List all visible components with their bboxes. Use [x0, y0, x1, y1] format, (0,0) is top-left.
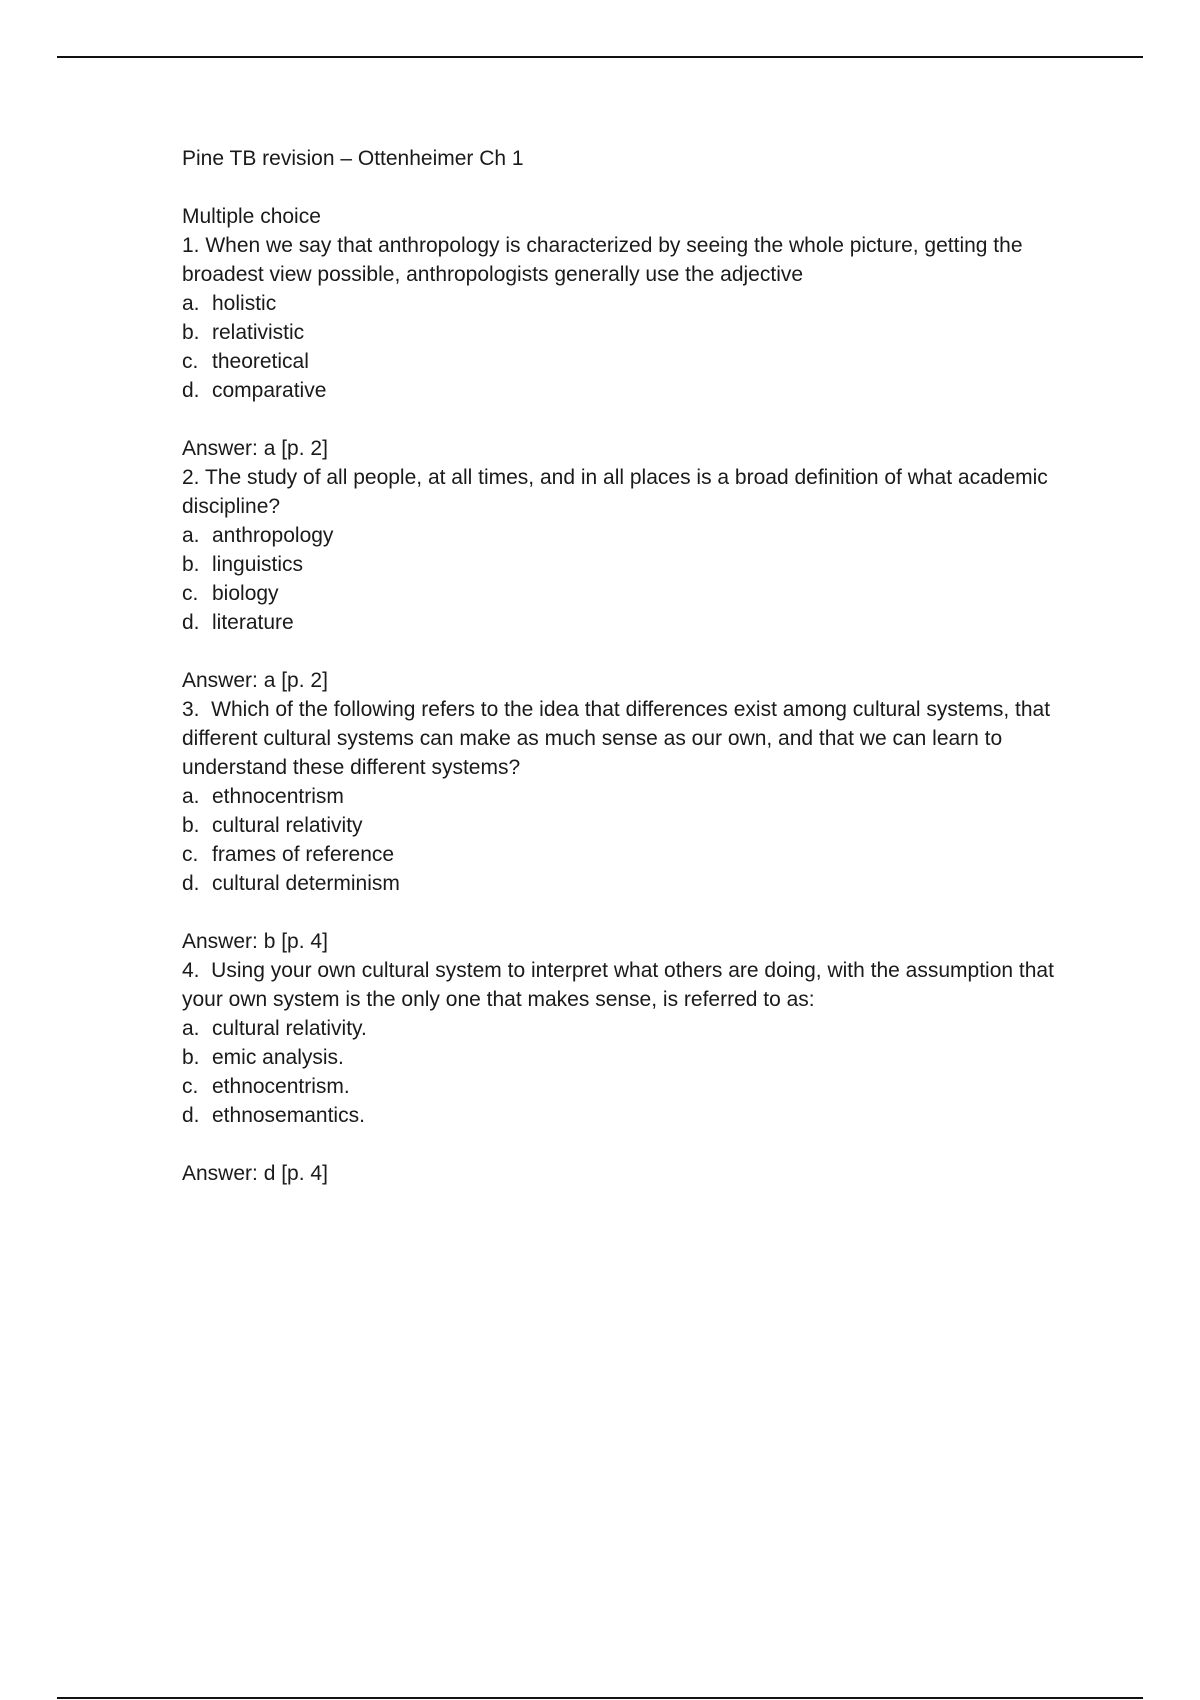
- option-text: cultural relativity.: [212, 1017, 367, 1040]
- option-text: frames of reference: [212, 843, 395, 866]
- option-list: [182, 782, 1062, 898]
- option-item: [182, 550, 1062, 579]
- option-item: [182, 521, 1062, 550]
- option-item: [182, 608, 1062, 637]
- option-letter: d.: [182, 872, 200, 895]
- answer-line: Answer: a [p. 2]: [182, 669, 328, 692]
- question-text: 2. The study of all people, at all times, and in all places is a broad definition of what academic discipline?: [182, 466, 1054, 518]
- option-item: [182, 1043, 1062, 1072]
- option-item: [182, 811, 1062, 840]
- question-3: [182, 695, 1062, 956]
- option-letter: d.: [182, 379, 200, 402]
- option-item: [182, 1072, 1062, 1101]
- option-letter: c.: [182, 350, 199, 373]
- question-1: [182, 231, 1062, 463]
- option-item: [182, 1014, 1062, 1043]
- option-list: [182, 1014, 1062, 1130]
- answer-line: Answer: b [p. 4]: [182, 930, 328, 953]
- document-body: [182, 144, 1062, 1217]
- question-2: [182, 463, 1062, 695]
- option-letter: b.: [182, 814, 200, 837]
- answer-line: Answer: d [p. 4]: [182, 1162, 328, 1185]
- option-letter: c.: [182, 843, 199, 866]
- option-letter: b.: [182, 1046, 200, 1069]
- option-text: comparative: [212, 379, 327, 402]
- option-text: linguistics: [212, 553, 304, 576]
- option-text: anthropology: [212, 524, 334, 547]
- question-text: 1. When we say that anthropology is characterized by seeing the whole picture, getting the broadest view possible, anthropologists generally use the adjective: [182, 234, 1029, 286]
- option-item: [182, 782, 1062, 811]
- option-text: theoretical: [212, 350, 309, 373]
- option-letter: a.: [182, 524, 200, 547]
- option-letter: d.: [182, 1104, 200, 1127]
- question-text: 4. Using your own cultural system to interpret what others are doing, with the assumption that your own system is the only one that makes sense, is referred to as:: [182, 959, 1060, 1011]
- option-text: ethnocentrism: [212, 785, 344, 808]
- option-text: biology: [212, 582, 279, 605]
- option-letter: a.: [182, 1017, 200, 1040]
- answer-line: Answer: a [p. 2]: [182, 437, 328, 460]
- option-text: emic analysis.: [212, 1046, 344, 1069]
- option-text: cultural determinism: [212, 872, 400, 895]
- option-letter: a.: [182, 292, 200, 315]
- document-title: Pine TB revision – Ottenheimer Ch 1: [182, 147, 524, 170]
- option-text: ethnosemantics.: [212, 1104, 365, 1127]
- option-letter: c.: [182, 582, 199, 605]
- option-item: [182, 376, 1062, 405]
- option-list: [182, 521, 1062, 637]
- option-letter: c.: [182, 1075, 199, 1098]
- option-letter: b.: [182, 553, 200, 576]
- option-list: [182, 289, 1062, 405]
- option-item: [182, 579, 1062, 608]
- section-label: Multiple choice: [182, 205, 321, 228]
- option-item: [182, 869, 1062, 898]
- option-item: [182, 347, 1062, 376]
- option-text: literature: [212, 611, 294, 634]
- option-item: [182, 1101, 1062, 1130]
- option-letter: b.: [182, 321, 200, 344]
- option-letter: a.: [182, 785, 200, 808]
- top-rule: [57, 56, 1143, 58]
- bottom-rule: [57, 1697, 1143, 1699]
- option-item: [182, 289, 1062, 318]
- question-4: [182, 956, 1062, 1188]
- option-item: [182, 318, 1062, 347]
- option-text: cultural relativity: [212, 814, 363, 837]
- question-text: 3. Which of the following refers to the idea that differences exist among cultural systems, that different cultural systems can make as much sense as our own, and that we can learn to understand these different systems?: [182, 698, 1056, 779]
- option-text: holistic: [212, 292, 277, 315]
- option-item: [182, 840, 1062, 869]
- option-text: relativistic: [212, 321, 305, 344]
- option-text: ethnocentrism.: [212, 1075, 350, 1098]
- option-letter: d.: [182, 611, 200, 634]
